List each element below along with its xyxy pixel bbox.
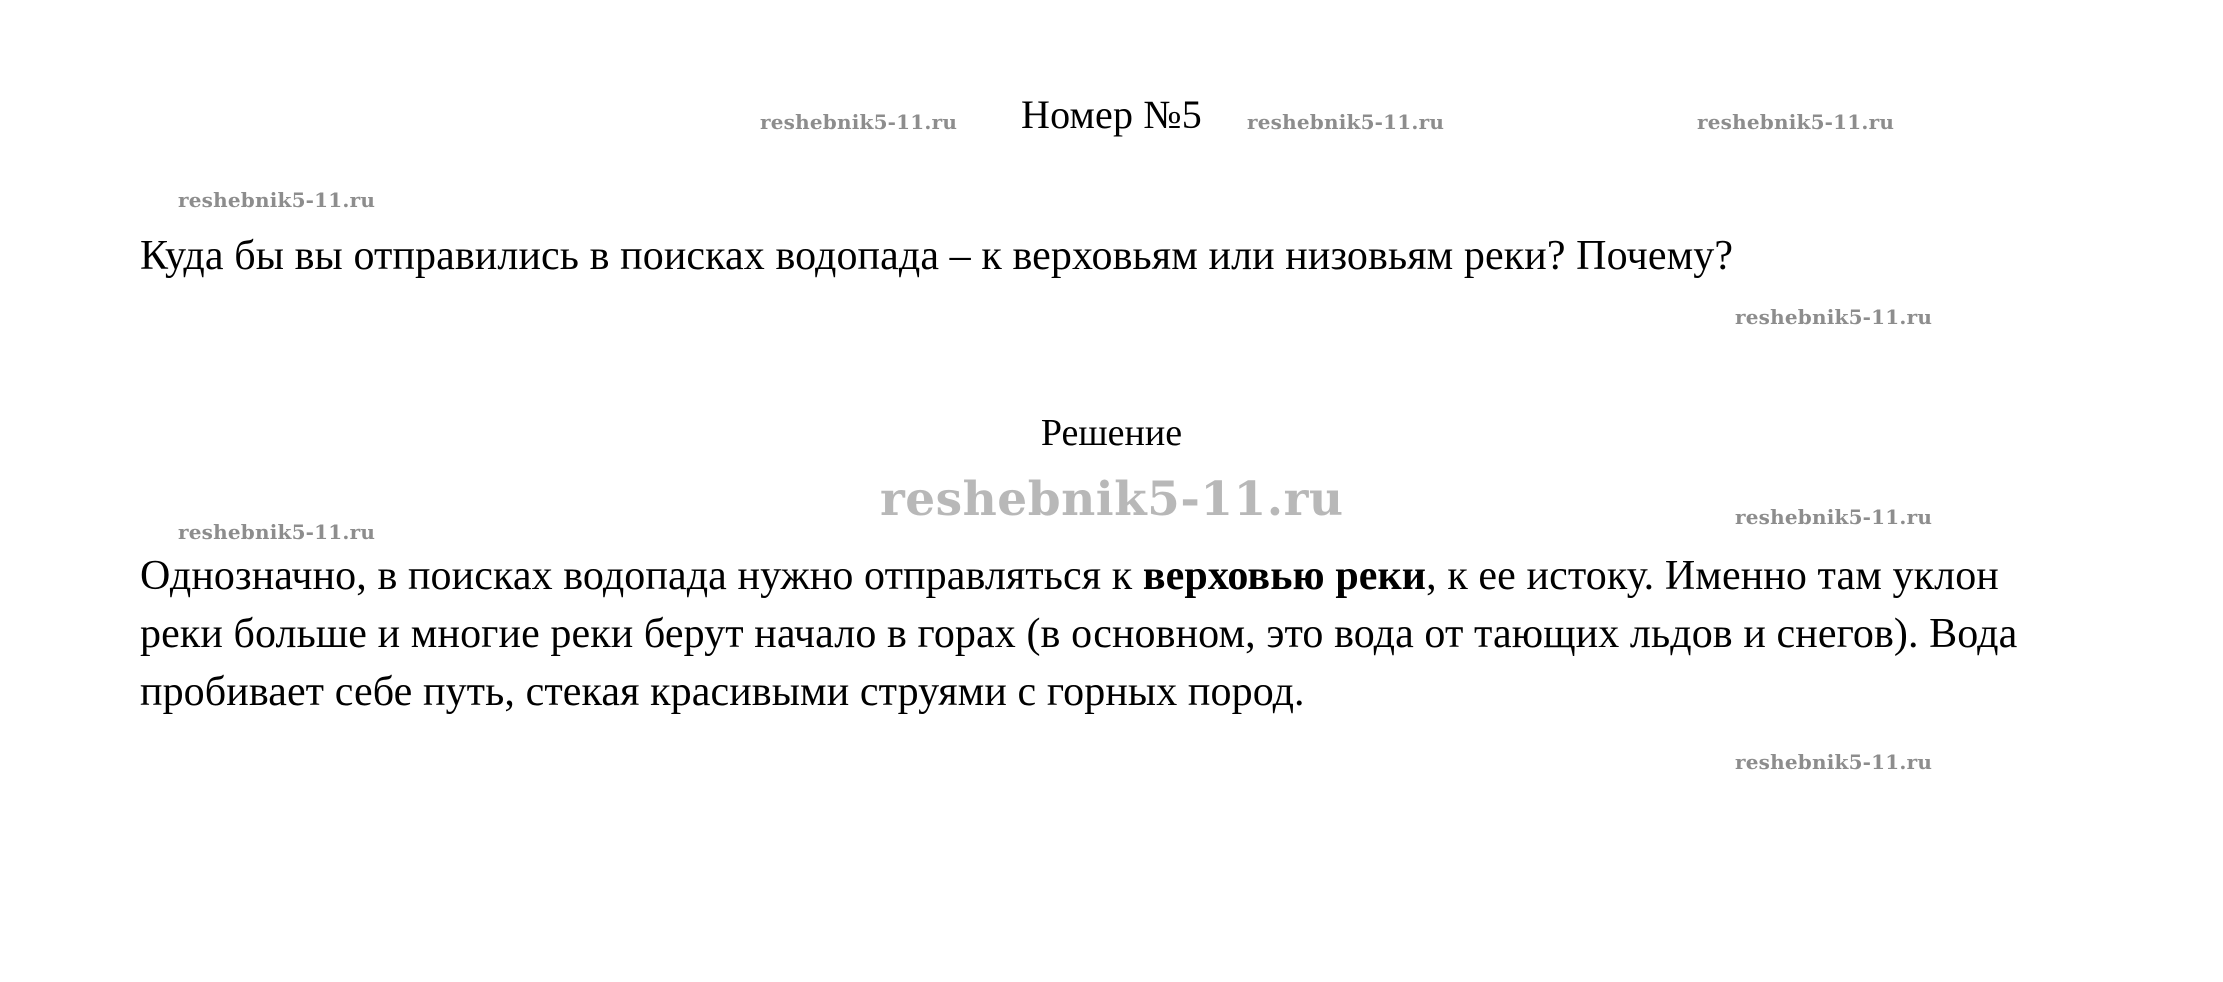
- watermark: reshebnik5-11.ru: [1735, 750, 1933, 774]
- question-text: Куда бы вы отправились в поисках водопада – к верховьям или низовьям реки? Почему?: [140, 233, 1734, 279]
- solution-heading: Решение: [1040, 412, 1183, 454]
- watermark: reshebnik5-11.ru: [1735, 505, 1933, 529]
- watermark: reshebnik5-11.ru: [178, 188, 376, 212]
- watermark: reshebnik5-11.ru: [1247, 110, 1445, 134]
- answer-text-emphasis: верховью реки: [1142, 553, 1427, 599]
- page-title: Номер №5: [1021, 92, 1202, 137]
- answer-text: [140, 548, 2050, 722]
- answer-text-part1: Однозначно, в поисках водопада нужно отправляться к: [140, 553, 1143, 599]
- watermark: reshebnik5-11.ru: [760, 110, 958, 134]
- watermark: reshebnik5-11.ru: [1697, 110, 1895, 134]
- answer-text-part2: , к ее истоку. Именно там уклон реки больше и многие реки берут начало в горах (в основном, это вода от тающих льдов и снегов). Вода пробивает себе путь, стекая красивыми струями с горных пород.: [140, 553, 2018, 715]
- watermark: reshebnik5-11.ru: [178, 520, 376, 544]
- watermark: reshebnik5-11.ru: [1735, 305, 1933, 329]
- watermark-large: reshebnik5-11.ru: [880, 472, 1344, 527]
